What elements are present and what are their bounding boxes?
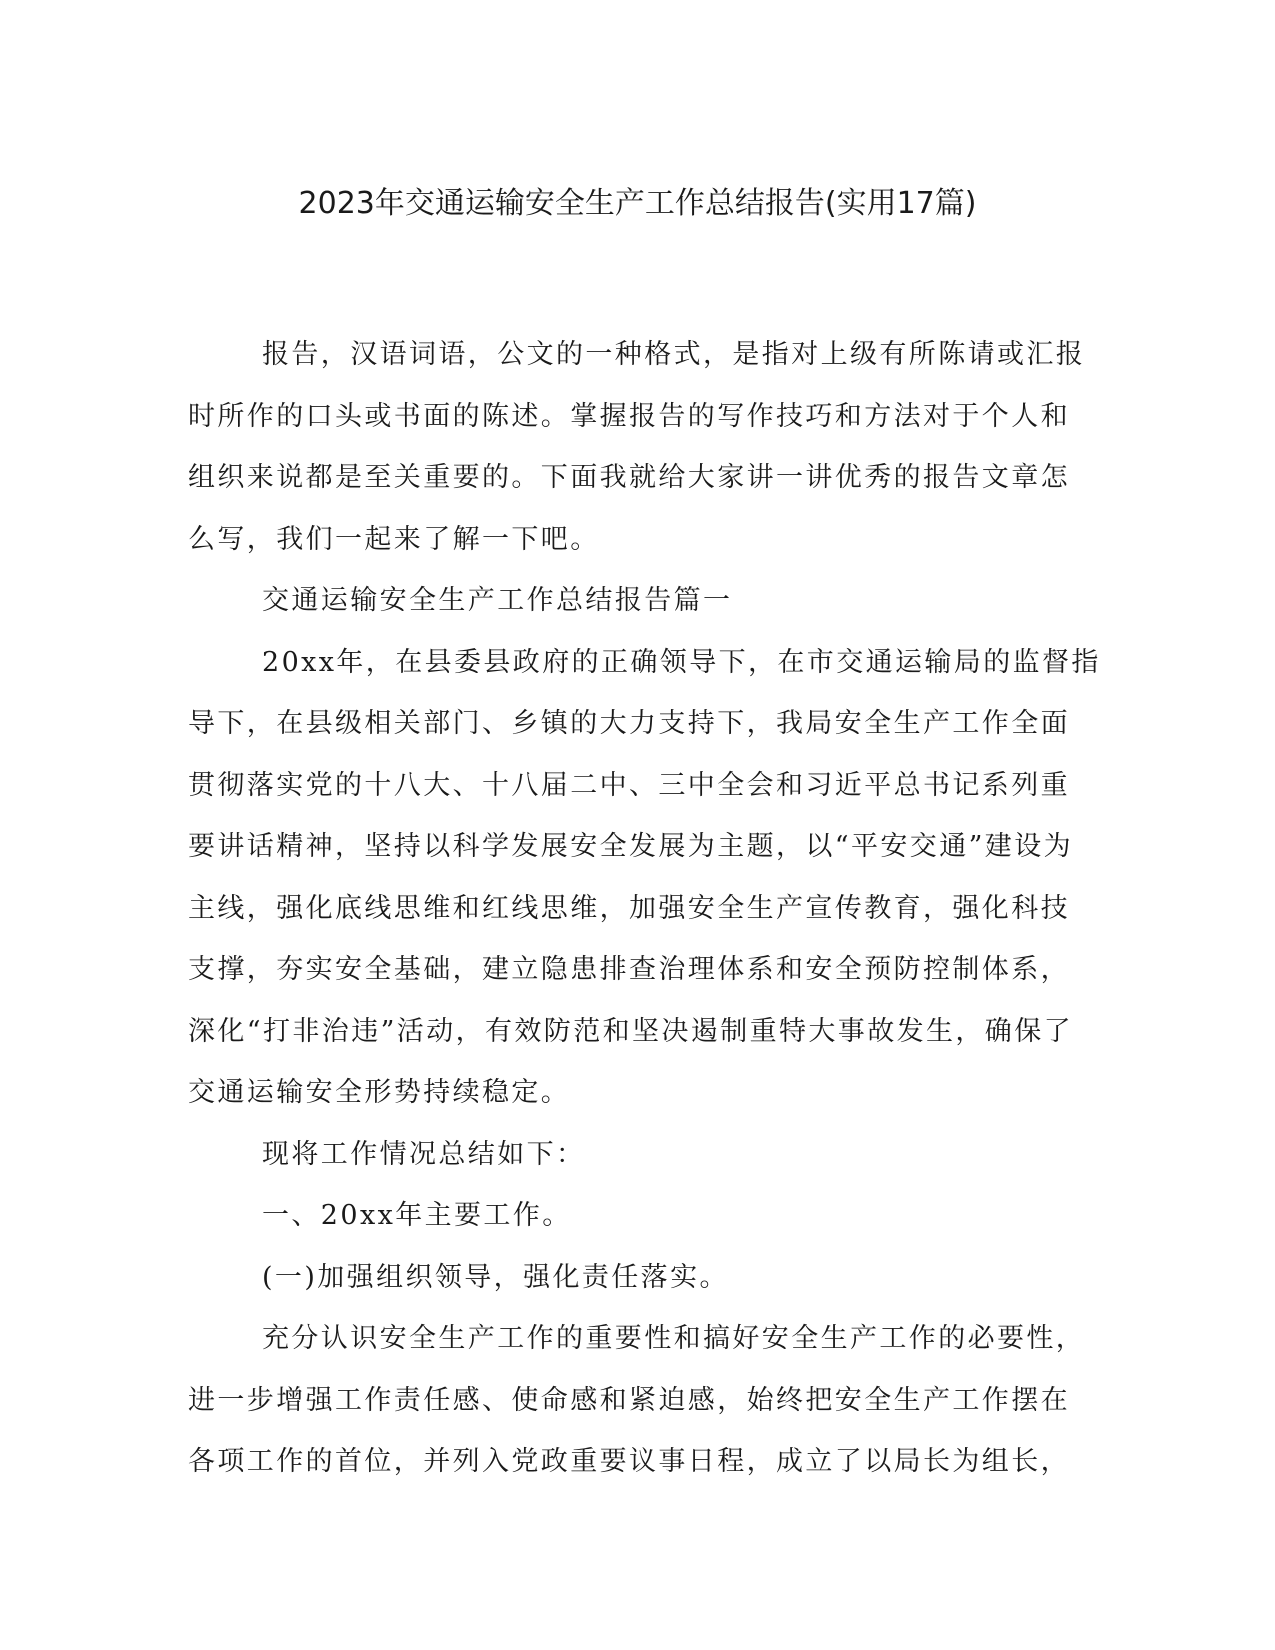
- document-body: [188, 324, 1101, 1493]
- body-line: 20xx年，在县委县政府的正确领导下，在市交通运输局的监督指: [262, 646, 1101, 678]
- body-line: 支撑，夯实安全基础，建立隐患排查治理体系和安全预防控制体系，: [188, 954, 1070, 985]
- body-line: 报告，汉语词语，公文的一种格式，是指对上级有所陈请或汇报: [262, 339, 1086, 370]
- body-line: 组织来说都是至关重要的。下面我就给大家讲一讲优秀的报告文章怎: [188, 462, 1070, 493]
- body-line: 现将工作情况总结如下：: [262, 1138, 586, 1170]
- body-line: 主线，强化底线思维和红线思维，加强安全生产宣传教育，强化科技: [188, 892, 1070, 924]
- body-line: (一)加强组织领导，强化责任落实。: [262, 1261, 729, 1293]
- body-line: 要讲话精神，坚持以科学发展安全发展为主题，以“平安交通”建设为: [188, 831, 1074, 862]
- body-line: 导下，在县级相关部门、乡镇的大力支持下，我局安全生产工作全面: [188, 708, 1070, 739]
- body-line: 进一步增强工作责任感、使命感和紧迫感，始终把安全生产工作摆在: [188, 1384, 1070, 1416]
- body-line: 各项工作的首位，并列入党政重要议事日程，成立了以局长为组长，: [188, 1446, 1070, 1477]
- body-line: 交通运输安全形势持续稳定。: [188, 1077, 571, 1108]
- body-line: 时所作的口头或书面的陈述。掌握报告的写作技巧和方法对于个人和: [188, 400, 1070, 432]
- body-line: 一、20xx年主要工作。: [262, 1200, 572, 1231]
- body-line: 么写，我们一起来了解一下吧。: [188, 523, 600, 555]
- body-line: 充分认识安全生产工作的重要性和搞好安全生产工作的必要性，: [262, 1323, 1086, 1354]
- body-line: 交通运输安全生产工作总结报告篇一: [262, 585, 733, 616]
- document-title: 2023年交通运输安全生产工作总结报告(实用17篇): [298, 186, 977, 221]
- body-line: 贯彻落实党的十八大、十八届二中、三中全会和习近平总书记系列重: [188, 769, 1070, 801]
- body-line: 深化“打非治违”活动，有效防范和坚决遏制重特大事故发生，确保了: [188, 1015, 1074, 1047]
